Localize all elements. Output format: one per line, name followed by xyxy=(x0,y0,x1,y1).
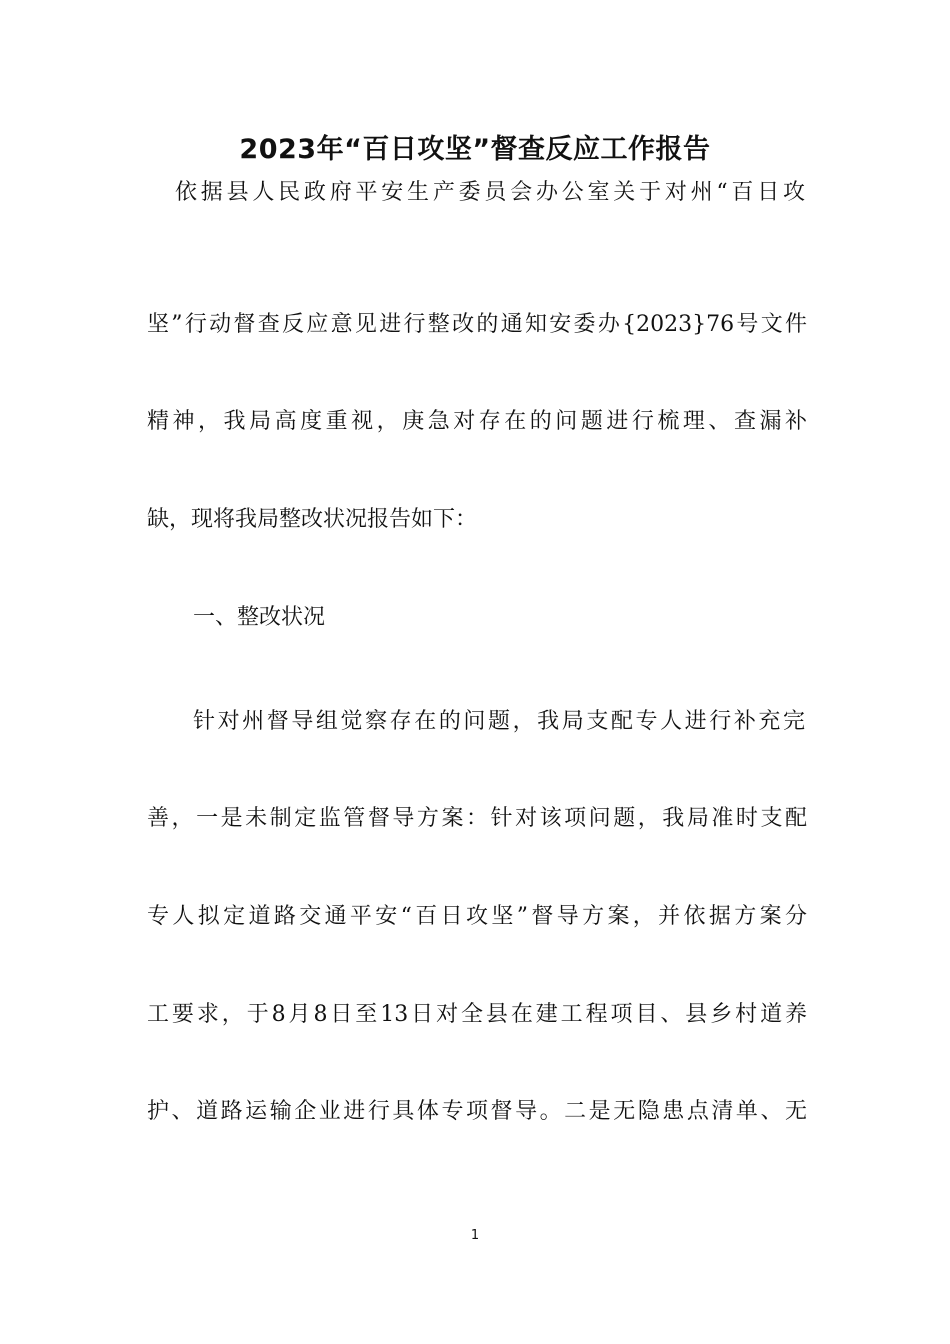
paragraph-line: 依据县人民政府平安生产委员会办公室关于对州“百日攻 xyxy=(175,180,805,205)
section-heading: 一、整改状况 xyxy=(193,605,326,630)
paragraph-line: 缺，现将我局整改状况报告如下： xyxy=(147,507,478,532)
paragraph-line: 工要求，于8月8日至13日对全县在建工程项目、县乡村道养 xyxy=(147,1002,807,1027)
paragraph-line: 善，一是未制定监管督导方案：针对该项问题，我局准时支配 xyxy=(147,806,807,831)
paragraph-line: 专人拟定道路交通平安“百日攻坚”督导方案，并依据方案分 xyxy=(147,904,807,929)
paragraph-line: 精神，我局高度重视，庚急对存在的问题进行梳理、查漏补 xyxy=(147,409,807,434)
paragraph-line: 护、道路运输企业进行具体专项督导。二是无隐患点清单、无 xyxy=(147,1099,807,1124)
paragraph-line: 坚”行动督查反应意见进行整改的通知安委办{2023}76号文件 xyxy=(147,312,807,337)
paragraph-line: 针对州督导组觉察存在的问题，我局支配专人进行补充完 xyxy=(193,709,805,734)
page-number: 1 xyxy=(470,1228,480,1243)
document-title: 2023年“百日攻坚”督查反应工作报告 xyxy=(239,134,711,165)
